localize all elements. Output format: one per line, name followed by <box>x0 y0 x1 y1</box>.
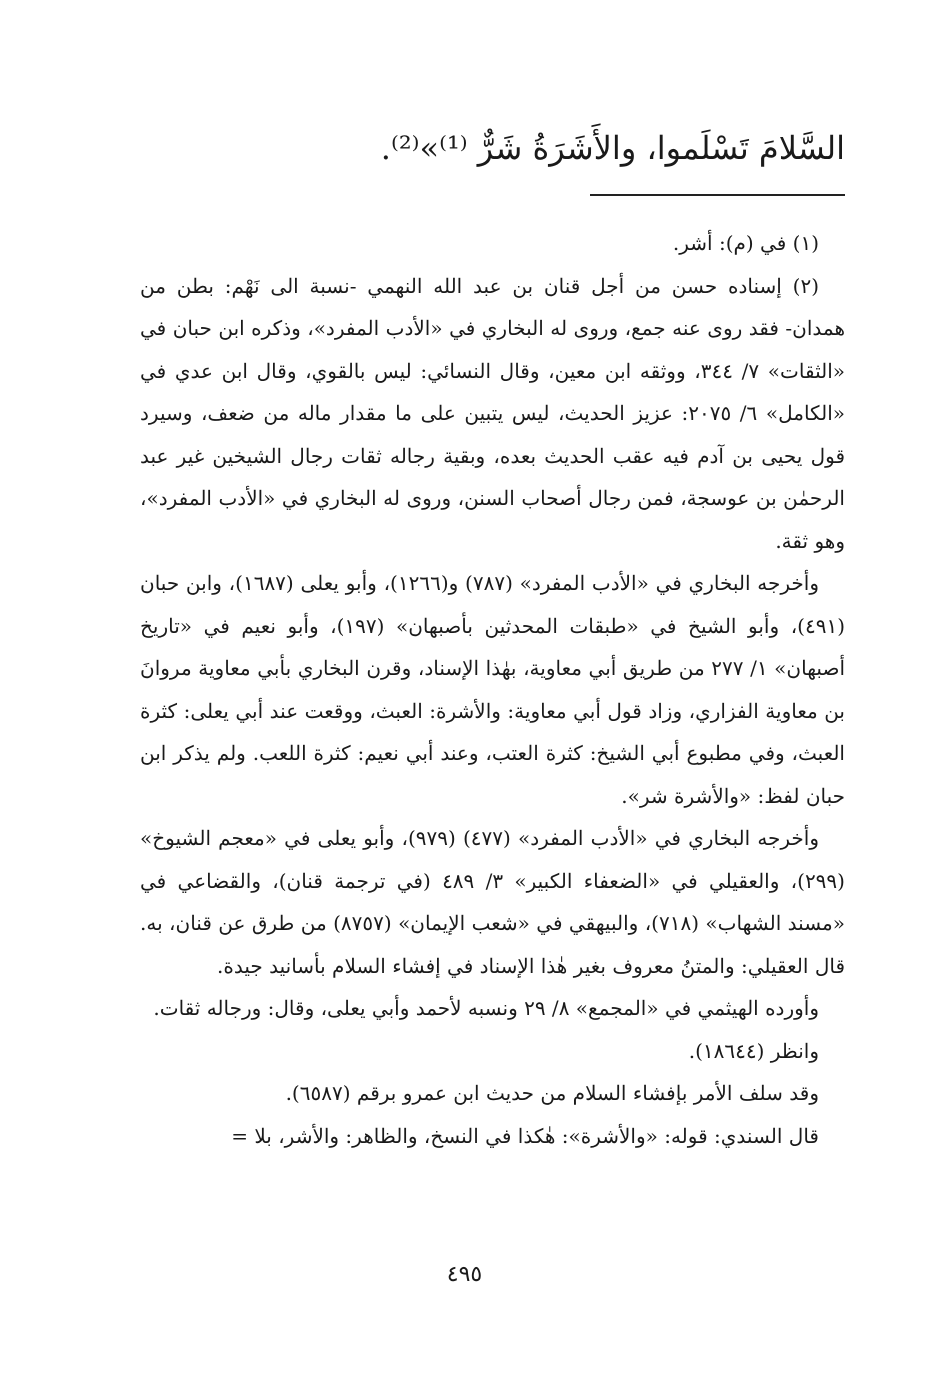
footnote-2: (٢) إسناده حسن من أجل قنان بن عبد الله النهمي -نسبة الى نَهْم: بطن من همدان- فقد روى عنه جمع، وروى له البخاري في «الأدب المفرد»، وذكره ابن حبان في «الثقات» ٧/ ٣٤٤، ووثقه ابن معين، وقال النسائي: ليس بالقوي، وقال ابن عدي في «الكامل» ٦/ ٢٠٧٥: عزيز الحديث، ليس يتبين على ما مقدار ماله من ضعف، وسيرد قول يحيى بن آدم فيه عقب الحديث بعده، وبقية رجاله ثقات رجال الشيخين غير عبد الرحمٰن بن عوسجة، فمن رجال أصحاب السنن، وروى له البخاري في «الأدب المفرد»، وهو ثقة. <box>140 273 846 553</box>
page-number: ٤٩٥ <box>446 1262 483 1287</box>
footnote-paragraph: وأخرجه البخاري في «الأدب المفرد» (٤٧٧) (٩٧٩)، وأبو يعلى في «معجم الشيوخ» (٢٩٩)، والعقيلي في «الضعفاء الكبير» ٣/ ٤٨٩ (في ترجمة قنان)، والقضاعي في «مسند الشهاب» (٧١٨)، والبيهقي في «شعب الإيمان» (٨٧٥٧) من طرق عن قنان، به. قال العقيلي: والمتنُ معروف بغير هٰذا الإسناد في إفشاء السلام بأسانيد جيدة. <box>140 826 846 978</box>
footnote-paragraph: وانظر (١٨٦٤٤). <box>688 1038 819 1063</box>
page-body <box>140 120 845 1157</box>
footnote-paragraph: وأورده الهيثمي في «المجمع» ٨/ ٢٩ ونسبه لأحمد وأبي يعلى، وقال: ورجاله ثقات. <box>153 996 819 1020</box>
footnote-markers: ⁽¹⁾»⁽²⁾ <box>390 129 468 167</box>
footnote-paragraph: وأخرجه البخاري في «الأدب المفرد» (٧٨٧) و(١٢٦٦)، وأبو يعلى (١٦٨٧)، وابن حبان (٤٩١)، وأبو الشيخ في «طبقات المحدثين بأصبهان» (١٩٧)، وأبو نعيم في «تاريخ أصبهان» ١/ ٢٧٧ من طريق أبي معاوية، بهٰذا الإسناد، وقرن البخاري بأبي معاوية مروانَ بن معاوية الفزاري، وزاد قول أبي معاوية: والأشرة: العبث، ووقعت عند أبي يعلى: كثرة العبث، وفي مطبوع أبي الشيخ: كثرة العتب، وعند أبي نعيم: كثرة اللعب. ولم يذكر ابن حبان لفظ: «والأشرة شر». <box>140 571 846 808</box>
footnote-1: (١) في (م): أشر. <box>672 231 819 255</box>
footnote-paragraph: وقد سلف الأمر بإفشاء السلام من حديث ابن عمرو برقم (٦٥٨٧). <box>285 1081 819 1105</box>
main-text-end: . <box>380 129 391 167</box>
main-text-line <box>140 120 845 176</box>
footnote-paragraph: قال السندي: قوله: «والأشرة»: هٰكذا في النسخ، والظاهر: والأشر، بلا = <box>231 1123 819 1148</box>
main-text: السَّلامَ تَسْلَموا، والأَشَرَةُ شَرٌّ <box>477 129 845 167</box>
footnote-separator <box>590 194 845 196</box>
